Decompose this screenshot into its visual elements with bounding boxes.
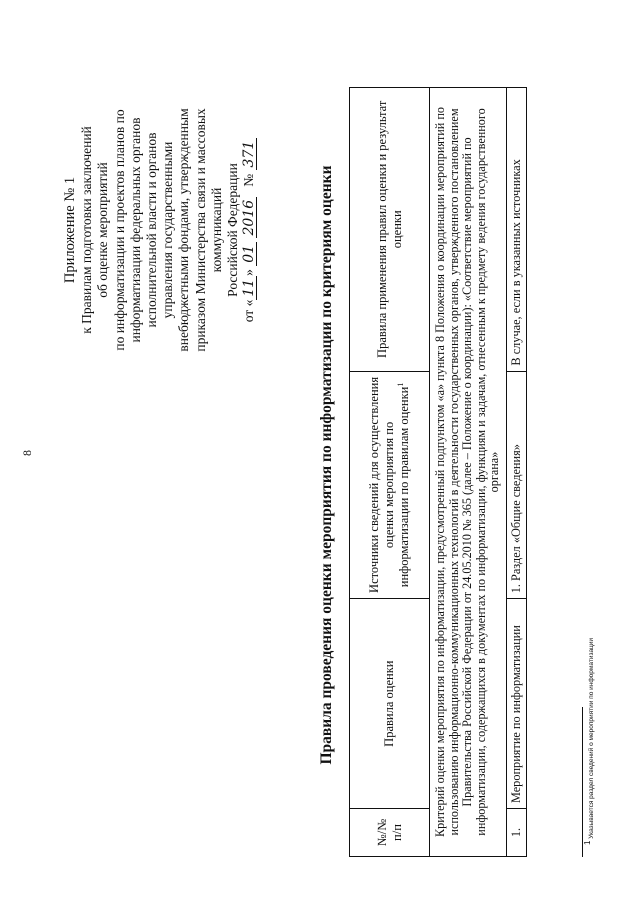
date-mid: » (241, 269, 257, 276)
header-sources (350, 371, 430, 599)
document-title: Правила проведения оценки мероприятия по информатизации по критериям оценки (318, 165, 335, 765)
approval-date-row (241, 75, 257, 385)
footnote-text: Указывается раздел сведений о мероприятии по информатизации (588, 637, 596, 839)
header-rules: Правила оценки (350, 599, 430, 809)
appendix-line: приказом Министерства связи и массовых (192, 108, 208, 352)
appendix-line: Российской Федерации (225, 163, 241, 297)
appendix-line: по информатизации и проектов планов по (111, 109, 127, 351)
handwritten-day: 11 (242, 276, 257, 300)
handwritten-number: 371 (242, 138, 257, 171)
header-application: Правила применения правил оценки и результат оценки (350, 88, 430, 372)
appendix-line: к Правилам подготовки заключений (79, 126, 95, 334)
appendix-line: коммуникаций (208, 187, 224, 273)
table-header-row (350, 88, 430, 857)
appendix-line: информатизации федеральных органов (127, 117, 143, 343)
row-application: В случае, если в указанных источниках (506, 88, 526, 372)
appendix-line: управления государственными (160, 141, 176, 319)
row-rule: Мероприятие по информатизации (506, 599, 526, 809)
handwritten-month: 01 (242, 242, 257, 266)
rules-table (349, 87, 527, 857)
row-source: 1. Раздел «Общие сведения» (506, 371, 526, 599)
page-number: 8 (20, 450, 34, 456)
appendix-title: Приложение № 1 (62, 176, 78, 284)
appendix-line: внебюджетными фондами, утвержденным (176, 108, 192, 352)
table-row (506, 88, 526, 857)
header-sources-text: Источники сведений для осуществления оценки мероприятия по информатизации по правилам оценки (367, 376, 411, 593)
footnote-number: 1 (583, 840, 592, 845)
footnote (583, 345, 596, 845)
criterion-row (430, 88, 507, 857)
number-label: № (241, 173, 257, 187)
footnote-mark: 1 (395, 382, 405, 387)
date-prefix: от « (241, 299, 257, 323)
row-num: 1. (506, 809, 526, 857)
appendix-line: исполнительной власти и органов (144, 132, 160, 328)
appendix-block (62, 75, 257, 385)
appendix-line: об оценке мероприятий (95, 162, 111, 298)
footnote-divider (582, 707, 583, 857)
handwritten-year: 2016 (242, 197, 257, 239)
header-num: №/№ п/п (350, 809, 430, 857)
criterion-text: Критерий оценки мероприятия по информатизации, предусмотренный подпунктом «а» пункта 8 Положения о координации мероприятий по использованию информационно-коммуникационных технологий в деятельности государственных органов, утвержденного постановлением Правительства Российской Федерации от 24.05.2010 № 365 (далее – Положение о координации): «Соответствие мероприятий по информатизации, содержащихся в документах по информатизации, функциям и задачам, отнесенным к предмету ведения государственного органа» (430, 88, 507, 857)
